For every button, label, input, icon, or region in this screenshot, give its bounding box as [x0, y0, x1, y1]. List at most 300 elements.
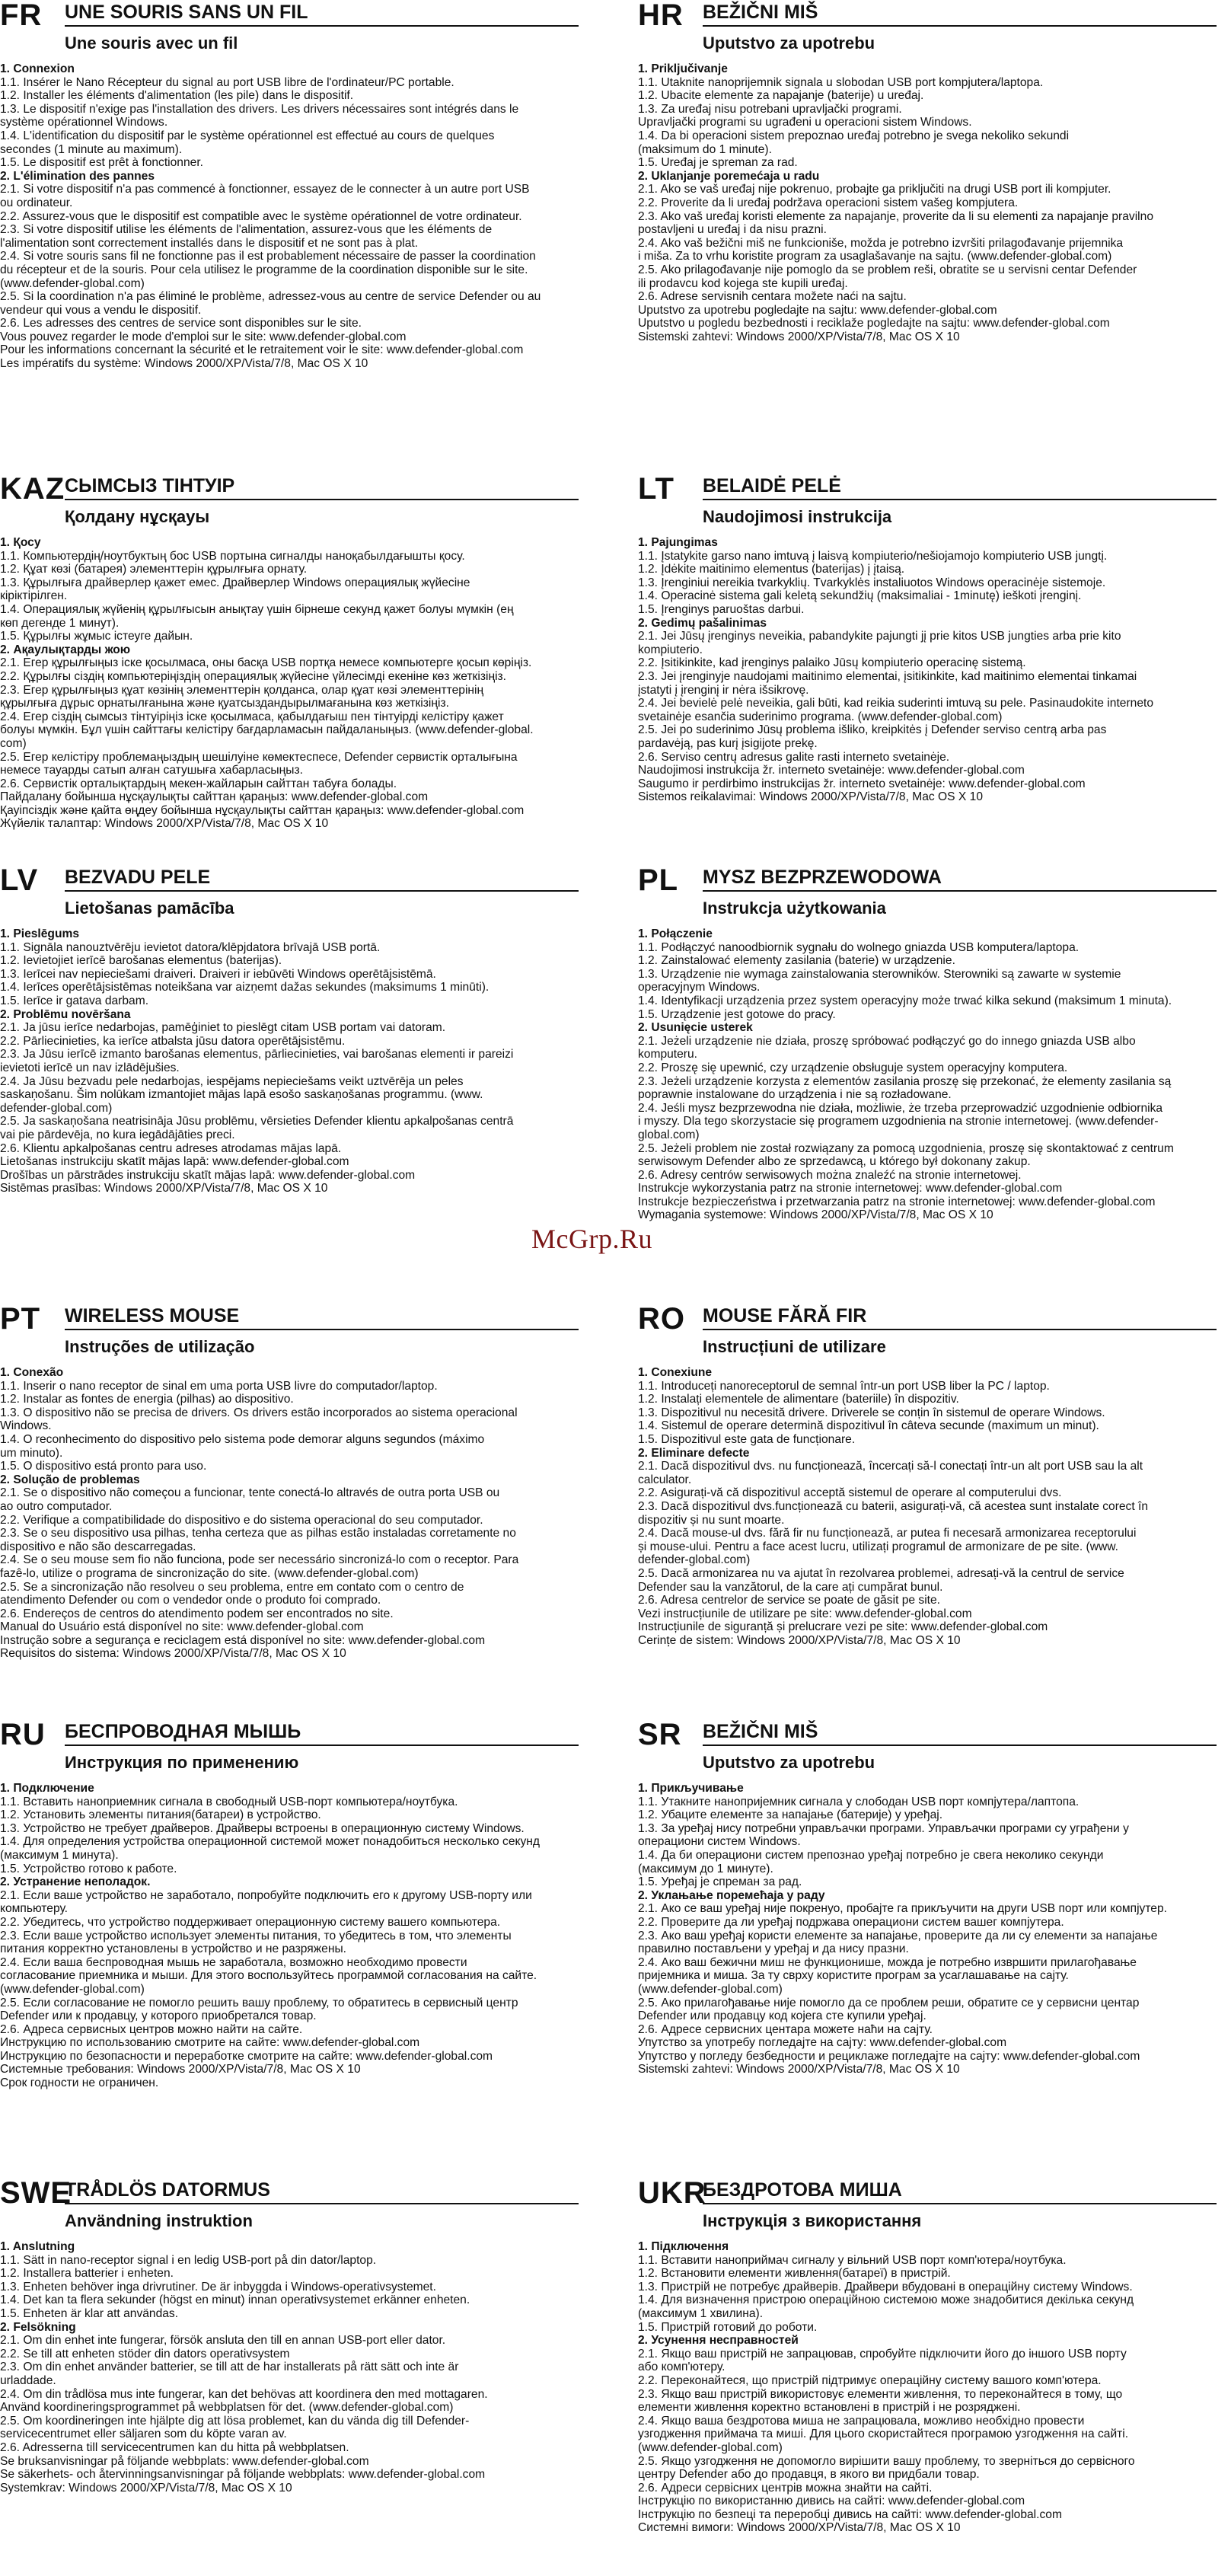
instruction-line: 1.3. Ierīcei nav nepieciešami draiveri. Draiveri ir iebūvēti Windows operētājsistēmā.: [0, 967, 436, 981]
title-underline: [65, 499, 579, 500]
instruction-line: құрылғыға дұрыс орнатылғанына және қуатсыздандырылмағанына көз жеткізіңіз.: [0, 697, 449, 710]
instruction-line: Wymagania systemowe: Windows 2000/XP/Vista/7/8, Mac OS X 10: [638, 1208, 993, 1222]
instruction-line: Defender sau la vanzătorul, de la care ați cumpărat bunul.: [638, 1580, 943, 1594]
instruction-line: 1.1. Įstatykite garso nano imtuvą į laisvą kompiuterio/nešiojamojo kompiuterio USB jungtį.: [638, 549, 1108, 563]
instruction-line: 1.5. Uređaj je spreman za rad.: [638, 156, 798, 170]
section-body: [0, 1782, 579, 2090]
instruction-line: 2.2. Проверите да ли уређај подржава операциони систем вашег компјутера.: [638, 1915, 1064, 1929]
instruction-line: 1.1. Компьютердің/ноутбуктың бос USB портына сигналды наноқабылдағышты қосу.: [0, 549, 465, 563]
instruction-line: Системные требования: Windows 2000/XP/Vista/7/8, Mac OS X 10: [0, 2063, 361, 2076]
instruction-line: i myszy. Dla tego skorzystacie się programem uzgodnienia na stronie internetowej. (www.defender-: [638, 1115, 1159, 1128]
instruction-line: 1.5. Уређај је спреман за рад.: [638, 1875, 802, 1889]
instruction-line: 1.3. Устройство не требует драйверов. Драйверы встроены в операционную систему Windows.: [0, 1821, 525, 1835]
section-body: [638, 927, 1217, 1222]
language-code: SWE: [0, 2176, 72, 2210]
instruction-line: Vezi instrucțiunile de utilizare pe site: www.defender-global.com: [638, 1607, 972, 1620]
instruction-line: 2.2. Убедитесь, что устройство поддерживает операционную систему вашего компьютера.: [0, 1915, 501, 1929]
section-body: [638, 1782, 1217, 2076]
section-title: BELAIDĖ PELĖ: [703, 475, 841, 496]
instruction-line: Pour les informations concernant la sécurité et le retraitement voir le site: www.defender-global.com: [0, 343, 524, 357]
instruction-line: vai pie pārdevēja, no kura iegādājāties preci.: [0, 1128, 235, 1141]
instruction-line: vendeur qui vous a vendu le dispositif.: [0, 303, 202, 317]
section-subtitle: Инструкция по применению: [65, 1753, 299, 1772]
section-heading: 1. Підключення: [638, 2240, 729, 2253]
section-heading: 2. Eliminare defecte: [638, 1446, 750, 1460]
instruction-line: 1.4. Sistemul de operare determină dispozitivul în câteva secunde (maximum un minut).: [638, 1419, 1099, 1433]
instruction-line: 1.4. Операциялық жүйенің құрылғысын анықтау үшін бірнеше секунд қажет болуы мүмкін (ең: [0, 602, 514, 616]
section-heading: 1. Conexão: [0, 1366, 64, 1379]
instruction-line: 1.4. Da bi operacioni sistem prepoznao uređaj potrebno je svega nekoliko sekundi: [638, 129, 1070, 142]
instruction-line: 2.4. Se o seu mouse sem fio não funciona, pode ser necessário sincronizá-lo com o receptor. Para: [0, 1553, 519, 1567]
instruction-line: 2.2. Asigurați-vă că dispozitivul acceptă sistemul de operare al computerului dvs.: [638, 1486, 1062, 1500]
watermark: McGrp.Ru: [531, 1224, 652, 1254]
instruction-line: 2.4. Si votre souris sans fil ne fonctionne pas il est probablement nécessaire de passer la coordination: [0, 250, 536, 263]
instruction-line: Жүйелік талаптар: Windows 2000/XP/Vista/7/8, Mac OS X 10: [0, 817, 329, 831]
instruction-line: 1.1. Вставити наноприймач сигналу у вільний USB порт комп'ютера/ноутбука.: [638, 2253, 1067, 2267]
section-subtitle: Інструкція з використання: [703, 2211, 922, 2230]
title-underline: [703, 890, 1217, 892]
instruction-line: согласование приемника и мыши. Для этого воспользуйтесь программой согласования на сайте.: [0, 1969, 537, 1983]
section-heading: 2. Problēmu novēršana: [0, 1007, 131, 1021]
section-body: [638, 1366, 1217, 1647]
instruction-line: Defender или продавцу код којега сте купили уређај.: [638, 2009, 926, 2023]
section-title: BEŽIČNI MIŠ: [703, 2, 818, 23]
instruction-line: 1.5. Құрылғы жұмыс істеуге дайын.: [0, 630, 193, 643]
instruction-line: (www.defender-global.com): [0, 276, 145, 290]
instruction-line: питания корректно установлены в устройство и не разряжены.: [0, 1942, 346, 1956]
instruction-line: 1.1. Вставить наноприемник сигнала в свободный USB-порт компьютера/ноутбука.: [0, 1795, 458, 1808]
section-subtitle: Une souris avec un fil: [65, 34, 238, 53]
section-heading: 1. Pajungimas: [638, 536, 718, 549]
instruction-line: 2.1. Se o dispositivo não começou a funcionar, tente conectá-lo altravés de outra porta USB ou: [0, 1486, 500, 1500]
instruction-line: 2.5. Ако прилагођавање није помогло да се проблем реши, обратите се у сервисни центар: [638, 1996, 1140, 2009]
instruction-line: 1.1. Signāla nanouztvērēju ievietot datora/klēpjdatora brīvajā USB portā.: [0, 940, 381, 954]
instruction-line: 2.2. Verifique a compatibilidade do dispositivo e do sistema operacional do seu computador.: [0, 1513, 483, 1527]
section-heading: 1. Połączenie: [638, 927, 713, 940]
instruction-line: (www.defender-global.com): [638, 1982, 783, 1996]
instruction-line: 1.4. Det kan ta flera sekunder (högst en minut) innan operativsystemet erkänner enheten.: [0, 2294, 470, 2307]
instruction-line: 1.2. Убаците елементе за напајање (батерије) у уређај.: [638, 1808, 943, 1822]
instruction-line: dispositivo e não são descarregadas.: [0, 1540, 196, 1553]
instruction-line: Қауіпсіздік және қайта өңдеу бойынша нұсқаулықты сайттан қараңыз: www.defender-global.com: [0, 803, 525, 817]
language-code: LT: [638, 472, 674, 506]
section-header: [638, 865, 1217, 897]
instruction-line: 1.1. Inserir o nano receptor de sinal em uma porta USB livre do computador/laptop.: [0, 1379, 438, 1393]
instruction-line: Instrukcje wykorzystania patrz na stronie internetowej: www.defender-global.com: [638, 1182, 1063, 1195]
instruction-line: secondes (1 minute au maximum).: [0, 142, 183, 156]
instruction-line: Systemkrav: Windows 2000/XP/Vista/7/8, Mac OS X 10: [0, 2481, 292, 2495]
instruction-line: 2.3. Ja Jūsu ierīcē izmanto barošanas elementus, pārliecinieties, vai barošanas elementi ir pareizi: [0, 1048, 514, 1061]
section-subtitle: Instrucțiuni de utilizare: [703, 1337, 886, 1356]
instruction-line: 1.5. Ierīce ir gatava darbam.: [0, 994, 149, 1007]
instruction-line: Uputstvo u pogledu bezbednosti i reciklaže pogledajte na sajtu: www.defender-global.com: [638, 317, 1110, 330]
section-heading: 2. Uklanjanje poremećaja u radu: [638, 169, 820, 183]
instruction-line: 2.2. Proszę się upewnić, czy urządzenie obsługuje system operacyjny komputera.: [638, 1061, 1068, 1074]
section-heading: 1. Pieslēgums: [0, 927, 80, 940]
section-body: [0, 62, 579, 371]
instruction-line: 2.3. Dacă dispozitivul dvs.funcționează cu baterii, asigurați-vă, că acestea sunt instalate corect în: [638, 1499, 1149, 1513]
instruction-line: și mouse-ului. Pentru a face acest lucru, utilizați programul de armonizare de pe site. (www.: [638, 1540, 1118, 1553]
instruction-line: 2.1. Ako se vaš uređaj nije pokrenuo, probajte ga priključiti na drugi USB port ili kompjuter.: [638, 183, 1111, 196]
instruction-line: 2.6. Adresy centrów serwisowych można znaleźć na stronie internetowej.: [638, 1168, 1022, 1182]
instruction-line: 2.4. Егер сіздің сымсыз тінтуіріңіз іске қосылмаса, қабылдағыш пен тінтуірді келістіру қажет: [0, 710, 504, 723]
section-pl: [638, 865, 1217, 1222]
section-header: [638, 1719, 1217, 1751]
section-heading: 1. Подключение: [0, 1782, 94, 1795]
instruction-line: 1.4. Да би операциони систем препознао уређај потребно је свега неколико секунди: [638, 1848, 1104, 1862]
instruction-line: Системні вимоги: Windows 2000/XP/Vista/7/8, Mac OS X 10: [638, 2521, 961, 2535]
section-heading: 2. Усунення несправностей: [638, 2334, 799, 2348]
language-code: RO: [638, 1302, 685, 1336]
instruction-line: 2.3. Om din enhet använder batterier, se till att de har installerats på rätt sätt och inte är: [0, 2361, 459, 2374]
instruction-line: 1.2. Установить элементы питания(батареи) в устройство.: [0, 1808, 321, 1822]
instruction-line: saskaņošanu. Šim nolūkam izmantojiet mājas lapā esošo saskaņošanas programmu. (www.: [0, 1088, 483, 1102]
instruction-line: Uputstvo za upotrebu pogledajte na sajtu: www.defender-global.com: [638, 303, 997, 317]
instruction-line: fazê-lo, utilize o programa de sincronização do site. (www.defender-global.com): [0, 1566, 419, 1580]
section-hr: [638, 0, 1217, 343]
instruction-line: servicecentrumet eller säljaren som du köpte varan av.: [0, 2428, 287, 2441]
instruction-line: calculator.: [638, 1473, 692, 1486]
instruction-line: кіріктірілген.: [0, 589, 68, 603]
section-ru: [0, 1719, 579, 2090]
instruction-line: Sistemos reikalavimai: Windows 2000/XP/Vista/7/8, Mac OS X 10: [638, 790, 983, 804]
instruction-line: Инструкцию по безопасности и переработке смотрите на сайте: www.defender-global.com: [0, 2049, 493, 2063]
instruction-line: 2.6. Адресе сервисних центара можете наћи на сајту.: [638, 2022, 933, 2036]
instruction-line: Vous pouvez regarder le mode d'emploi sur le site: www.defender-global.com: [0, 330, 407, 343]
section-heading: 1. Anslutning: [0, 2240, 75, 2253]
instruction-line: правилно постављени у уређај и да нису празни.: [638, 1942, 909, 1956]
instruction-line: 2.4. Jeśli mysz bezprzewodna nie działa, możliwie, że trzeba przeprowadzić uzgodnienie odbiornika: [638, 1101, 1163, 1115]
instruction-line: 2.6. Адреса сервисных центров можно найти на сайте.: [0, 2022, 303, 2036]
instruction-line: Упутство за употребу погледајте на сајту: www.defender-global.com: [638, 2036, 1007, 2050]
section-heading: 1. Priključivanje: [638, 62, 728, 75]
section-swe: [0, 2178, 579, 2495]
section-header: [0, 2178, 579, 2210]
instruction-line: компьютеру.: [0, 1902, 69, 1916]
language-code: HR: [638, 0, 684, 32]
section-subtitle: Lietošanas pamācība: [65, 899, 234, 918]
section-heading: 2. Уклањање поремећаја у раду: [638, 1888, 825, 1902]
instruction-line: 2.3. Jei įrenginyje naudojami maitinimo elementai, įsitikinkite, kad maitinimo elementai tinkamai: [638, 669, 1137, 683]
section-title: UNE SOURIS SANS UN FIL: [65, 2, 308, 23]
instruction-line: 2.3. Егер құрылғыңыз құат көзінің элементтерін қолданса, олар құат көзі элементтерінің: [0, 683, 484, 697]
instruction-line: 1.3. Пристрій не потребує драйверів. Драйвери вбудовані в операційну систему Windows.: [638, 2280, 1133, 2294]
instruction-line: 2.1. Якщо ваш пристрій не запрацював, спробуйте підключити його до іншого USB порту: [638, 2347, 1127, 2361]
instruction-line: 2.1. Jei Jūsų įrenginys neveikia, pabandykite pajungti jį prie kitos USB jungties arba prie kito: [638, 630, 1121, 643]
instruction-line: 1.2. Įdėkite maitinimo elementus (baterijas) į įtaisą.: [638, 563, 905, 576]
instruction-line: 1.2. Ubacite elemente za napajanje (baterije) u uređaj.: [638, 89, 924, 103]
section-subtitle: Användning instruktion: [65, 2211, 253, 2230]
language-code: PL: [638, 863, 679, 897]
instruction-line: 2.3. Ako vaš uređaj koristi elemente za napajanje, proverite da li su elementi za napajanje pravilno: [638, 209, 1153, 223]
instruction-line: 2.2. Proverite da li uređaj podržava operacioni sistem vašeg kompjutera.: [638, 196, 1019, 209]
section-title: BEZVADU PELE: [65, 867, 211, 888]
instruction-line: Manual do Usuário está disponível no site: www.defender-global.com: [0, 1620, 364, 1634]
instruction-line: 2.5. Om koordineringen inte hjälpte dig att lösa problemet, kan du vända dig till Defender-: [0, 2414, 470, 2428]
instruction-line: 2.6. Сервистік орталықтардың мекен-жайларын сайттан табуға болады.: [0, 777, 397, 790]
instruction-line: 2.1. Dacă dispozitivul dvs. nu funcționează, încercați să-l conectați într-un alt port USB sau la alt: [638, 1460, 1143, 1473]
section-body: [0, 1366, 579, 1661]
section-body: [0, 927, 579, 1195]
instruction-line: Windows.: [0, 1419, 52, 1433]
language-code: UKR: [638, 2176, 706, 2210]
instruction-line: 1.2. Installer les éléments d'alimentation (les pile) dans le dispositif.: [0, 89, 354, 103]
section-subtitle: Uputstvo za upotrebu: [703, 34, 875, 53]
instruction-line: Se säkerhets- och återvinningsanvisningar på följande webbplats: www.defender-global.com: [0, 2468, 486, 2482]
instruction-line: 2.2. Se till att enheten stöder din dators operativsystem: [0, 2347, 290, 2361]
instruction-line: 1.2. Instalar as fontes de energia (pilhas) ao dispositivo.: [0, 1393, 294, 1406]
title-underline: [65, 25, 579, 27]
instruction-line: global.com): [638, 1128, 700, 1141]
instruction-line: 1.1. Утакните нанопријемник сигнала у слободан USB порт компјутера/лаптопа.: [638, 1795, 1080, 1808]
instruction-line: 2.5. Ako prilagođavanje nije pomoglo da se problem reši, obratite se u servisni centar Defender: [638, 263, 1137, 276]
instruction-line: узгодження приймача та миші. Для цього скористайтеся програмою узгодження на сайті.: [638, 2428, 1129, 2441]
instruction-line: 2.3. Ако ваш уређај користи елементе за напајање, проверите да ли су елементи за напајање: [638, 1929, 1158, 1942]
instruction-line: i miša. Za to vrhu koristite program za usaglašavanje na sajtu. (www.defender-global.com): [638, 250, 1112, 263]
instruction-line: 1.4. Identyfikacji urządzenia przez system operacyjny może trwać kilka sekund (maksimum 1 minuta).: [638, 994, 1172, 1007]
section-heading: 2. Usunięcie usterek: [638, 1021, 753, 1035]
instruction-line: 1.3. Құрылғыға драйверлер қажет емес. Драйверлер Windows операциялық жүйесіне: [0, 576, 470, 589]
instruction-line: 1.1. Podłączyć nanoodbiornik sygnału do wolnego gniazda USB komputera/laptopa.: [638, 940, 1080, 954]
instruction-line: 1.5. Пристрій готовий до роботи.: [638, 2320, 818, 2334]
instruction-line: 2.6. Adresa centrelor de service se poate de găsit pe site.: [638, 1594, 941, 1607]
section-header: [0, 1719, 579, 1751]
instruction-line: pardavėją, pas kurį įsigijote prekę.: [638, 736, 818, 750]
instruction-line: 2.4. Ja Jūsu bezvadu pele nedarbojas, iespējams nepieciešams veikt uztvērēja un peles: [0, 1074, 464, 1088]
section-heading: 2. Gedimų pašalinimas: [638, 616, 767, 630]
instruction-line: 1.5. Устройство готово к работе.: [0, 1862, 177, 1875]
instruction-line: 2.6. Les adresses des centres de service sont disponibles sur le site.: [0, 317, 362, 330]
section-header: [638, 474, 1217, 506]
section-ro: [638, 1304, 1217, 1647]
instruction-line: 1.3. Enheten behöver inga drivrutiner. De är inbyggda i Windows-operativsystemet.: [0, 2280, 436, 2294]
section-pt: [0, 1304, 579, 1661]
section-sr: [638, 1719, 1217, 2076]
instruction-line: 2.4. Ако ваш бежични миш не функционише, можда је потребно извршити прилагођавање: [638, 1955, 1137, 1969]
title-underline: [703, 1744, 1217, 1746]
instruction-line: Пайдалану бойынша нұсқаулықты сайттан қараңыз: www.defender-global.com: [0, 790, 429, 804]
instruction-line: 1.3. Dispozitivul nu necesită drivere. Driverele se conțin în sistemul de operare Windows.: [638, 1406, 1105, 1419]
section-header: [0, 474, 579, 506]
title-underline: [703, 1329, 1217, 1330]
instruction-line: 1.3. Za uređaj nisu potrebani upravljački programi.: [638, 102, 902, 116]
section-header: [638, 2178, 1217, 2210]
instruction-line: Sistēmas prasības: Windows 2000/XP/Vista/7/8, Mac OS X 10: [0, 1182, 328, 1195]
instruction-line: defender-global.com): [0, 1101, 113, 1115]
instruction-line: 2.3. Якщо ваш пристрій використовує елементи живлення, то переконайтеся в тому, що: [638, 2387, 1123, 2401]
instruction-line: 2.6. Адреси сервісних центрів можна знайти на сайті.: [638, 2481, 933, 2495]
section-title: TRÅDLÖS DATORMUS: [65, 2179, 270, 2201]
instruction-line: 1.2. Instalați elementele de alimentare (bateriile) în dispozitiv.: [638, 1393, 959, 1406]
instruction-line: 1.5. Dispozitivul este gata de funcționare.: [638, 1432, 856, 1446]
instruction-line: 2.4. Jei bevielė pelė neveikia, gali būti, kad reikia suderinti imtuvą su pele. Pasinaudokite interneto: [638, 697, 1153, 710]
instruction-line: 2.1. Si votre dispositif n'a pas commencé à fonctionner, essayez de le connecter à un autre port USB: [0, 183, 530, 196]
instruction-line: 1.2. Встановити елементи живлення(батареї) в пристрій.: [638, 2267, 951, 2281]
instruction-line: postavljeni u uređaj i da nisu prazni.: [638, 223, 827, 237]
instruction-line: 1.4. L'identification du dispositif par le système opérationnel est effectué au cours de quelques: [0, 129, 495, 142]
section-body: [638, 62, 1217, 343]
instruction-line: 1.4. Для определения устройства операционной системой может понадобиться несколько секунд: [0, 1835, 540, 1849]
section-title: БЕЗДРОТОВА МИША: [703, 2179, 902, 2201]
instruction-line: 1.3. O dispositivo não se precisa de drivers. Os drivers estão incorporados ao sistema operacional: [0, 1406, 518, 1419]
instruction-line: 1.2. Installera batterier i enheten.: [0, 2267, 174, 2281]
instruction-line: ou ordinateur.: [0, 196, 73, 209]
section-header: [638, 1304, 1217, 1336]
section-subtitle: Instruções de utilização: [65, 1337, 255, 1356]
section-heading: 1. Прикључивање: [638, 1782, 744, 1795]
instruction-line: 2.4. Якщо ваша бездротова миша не запрацювала, можливо необхідно провести: [638, 2414, 1085, 2428]
instruction-line: 2.6. Adrese servisnih centara možete naći na sajtu.: [638, 290, 907, 304]
instruction-line: 2.1. Ако се ваш уређај није покренуо, пробајте га прикључити на други USB порт или компјутер.: [638, 1902, 1167, 1916]
instruction-line: defender-global.com): [638, 1553, 751, 1567]
instruction-line: 1.5. O dispositivo está pronto para uso.: [0, 1460, 207, 1473]
language-code: PT: [0, 1302, 41, 1336]
instruction-line: 1.3. За уређај нису потребни управљачки програми. Управљачки програми су уграђени у: [638, 1821, 1129, 1835]
title-underline: [65, 2203, 579, 2204]
section-subtitle: Uputstvo za upotrebu: [703, 1753, 875, 1772]
title-underline: [703, 2203, 1217, 2204]
instruction-line: 2.4. Ako vaš bežični miš ne funkcioniše, možda je potrebno izvršiti prilagođavanje prijemnika: [638, 236, 1124, 250]
instruction-line: Инструкцию по использованию смотрите на сайте: www.defender-global.com: [0, 2036, 420, 2050]
language-code: LV: [0, 863, 39, 897]
instruction-line: 2.2. Құрылғы сіздің компьютеріңіздің операциялық жүйесіне үйлесімді екеніне көз жеткізіңіз.: [0, 669, 507, 683]
instruction-line: svetainėje esančia suderinimo programa. (www.defender-global.com): [638, 710, 1003, 723]
instruction-line: Saugumo ir perdirbimo instrukcijas žr. interneto svetainėje: www.defender-global.com: [638, 777, 1086, 790]
instruction-line: 2.4. Если ваша беспроводная мышь не заработала, возможно необходимо провести: [0, 1955, 467, 1969]
instruction-line: 1.4. Ierīces operētājsistēmas noteikšana var aizņemt dažas sekundes (maksimums 1 minūti).: [0, 981, 490, 994]
instruction-line: 1.3. Le dispositif n'exige pas l'installation des drivers. Les drivers nécessaires sont intégrés dans le: [0, 102, 519, 116]
instruction-line: atendimento Defender ou com o vendedor onde o produto foi comprado.: [0, 1594, 381, 1607]
instruction-line: 1.2. Zainstalować elementy zasilania (baterie) w urządzenie.: [638, 954, 955, 968]
instruction-line: 1.1. Insérer le Nano Récepteur du signal au port USB libre de l'ordinateur/PC portable.: [0, 75, 454, 89]
instruction-line: немесе тауарды сатып алған сатушыға хабарласыңыз.: [0, 764, 303, 777]
instruction-line: 1.1. Utaknite nanoprijemnik signala u slobodan USB port kompjutera/laptopa.: [638, 75, 1044, 89]
language-code: SR: [638, 1718, 682, 1751]
instruction-line: operacyjnym Windows.: [638, 981, 761, 994]
instruction-line: (www.defender-global.com): [638, 2440, 783, 2454]
instruction-line: Requisitos do sistema: Windows 2000/XP/Vista/7/8, Mac OS X 10: [0, 1647, 346, 1661]
section-heading: 1. Conexiune: [638, 1366, 713, 1379]
instruction-line: 2.4. Om din trådlösa mus inte fungerar, kan det behövas att koordinera den med mottagaren.: [0, 2387, 488, 2401]
instruction-line: 1.4. Для визначення пристрою операційною системою може знадобитися декілька секунд: [638, 2294, 1134, 2307]
instruction-line: (максимум 1 минута).: [0, 1848, 119, 1862]
section-subtitle: Naudojimosi instrukcija: [703, 507, 892, 526]
instruction-line: Instrukcje bezpieczeństwa i przetwarzania patrz na stronie internetowej: www.defender-global.com: [638, 1195, 1156, 1208]
instruction-line: komputeru.: [638, 1048, 698, 1061]
instruction-line: Lietošanas instrukciju skatīt mājas lapā: www.defender-global.com: [0, 1155, 349, 1169]
section-lt: [638, 474, 1217, 804]
section-header: [0, 0, 579, 32]
title-underline: [703, 25, 1217, 27]
section-body: [638, 536, 1217, 804]
instruction-line: 2.5. Si la coordination n'a pas éliminé le problème, adressez-vous au centre de service Defender ou au: [0, 290, 541, 304]
instruction-line: Använd koordineringsprogrammet på webbplatsen för det. (www.defender-global.com): [0, 2401, 454, 2415]
instruction-line: 2.5. Jei po suderinimo Jūsų problema išliko, kreipkitės į Defender serviso centrą arba pas: [638, 723, 1107, 737]
instruction-line: 1.1. Sätt in nano-receptor signal i en ledig USB-port på din dator/laptop.: [0, 2253, 377, 2267]
instruction-line: l'alimentation sont correctement installés dans le dispositif et ne sont pas à plat.: [0, 236, 419, 250]
section-heading: 1. Қосу: [0, 536, 41, 549]
instruction-line: 2.1. Егер құрылғыңыз іске қосылмаса, оны басқа USB портқа немесе компьютерге қосып көріңіз.: [0, 656, 532, 670]
instruction-line: болуы мүмкін. Бұл үшін сайттағы келістіру бағдарламасын пайдаланыңыз. (www.defender-global.: [0, 723, 534, 737]
instruction-line: serwisowym Defender albo ze sprzedawcą, u którego był dokonany zakup.: [638, 1155, 1031, 1169]
instruction-line: 2.6. Klientu apkalpošanas centru adreses atrodamas mājas lapā.: [0, 1141, 342, 1155]
instruction-line: 2.2. Переконайтеся, що пристрій підтримує операційну систему вашого комп'ютера.: [638, 2373, 1102, 2387]
instruction-line: dispozitiv și nu sunt moarte.: [638, 1513, 785, 1527]
instruction-line: 1.5. Įrenginys paruoštas darbui.: [638, 602, 805, 616]
instruction-line: Naudojimosi instrukcija žr. interneto svetainėje: www.defender-global.com: [638, 764, 1025, 777]
section-header: [0, 865, 579, 897]
instruction-line: Sistemski zahtevi: Windows 2000/XP/Vista/7/8, Mac OS X 10: [638, 2063, 960, 2076]
instruction-line: 2.2. Pārliecinieties, ka ierīce atbalsta jūsu datora operētājsistēmu.: [0, 1034, 346, 1048]
instruction-line: центру Defender або до продавця, в якого ви придбали товар.: [638, 2468, 980, 2482]
section-title: MYSZ BEZPRZEWODOWA: [703, 867, 942, 888]
section-heading: 2. Ақаулықтарды жою: [0, 643, 131, 656]
title-underline: [65, 1744, 579, 1746]
instruction-line: (максимум 1 хвилина).: [638, 2306, 764, 2320]
instruction-line: Les impératifs du système: Windows 2000/XP/Vista/7/8, Mac OS X 10: [0, 357, 368, 371]
instruction-line: 2.5. Егер келістіру проблемаңыздың шешілуіне көмектеспесе, Defender сервистік орталығына: [0, 750, 518, 764]
instruction-line: ili prodavcu kod kojega ste kupili uređaj.: [638, 276, 848, 290]
instruction-line: 2.3. Si votre dispositif utilise les éléments de l'alimentation, assurez-vous que les éléments de: [0, 223, 493, 237]
instruction-line: (www.defender-global.com): [0, 1982, 145, 1996]
instruction-line: пријемника и миша. За ту сврху користите програм за усаглашавање на сајту.: [638, 1969, 1069, 1983]
instruction-line: Упутство у погледу безбедности и рециклаже погледајте на сајту: www.defender-global.com: [638, 2049, 1140, 2063]
title-underline: [65, 890, 579, 892]
instruction-line: ievietoti ierīcē un nav izlādējušies.: [0, 1061, 180, 1074]
instruction-line: du récepteur et de la souris. Pour cela utilisez le programme de la coordination disponible sur le site.: [0, 263, 528, 276]
language-code: RU: [0, 1718, 46, 1751]
instruction-line: 2.1. Если ваше устройство не заработало, попробуйте подключить его к другому USB-порту или: [0, 1888, 532, 1902]
title-underline: [65, 1329, 579, 1330]
section-heading: 1. Connexion: [0, 62, 75, 75]
instruction-line: système opérationnel Windows.: [0, 116, 168, 129]
instruction-line: įstatyti į įrenginį ir nėra išsikrovę.: [638, 683, 809, 697]
instruction-line: Upravljački programi su ugrađeni u operacioni sistem Windows.: [638, 116, 972, 129]
instruction-line: 2.3. Se o seu dispositivo usa pilhas, tenha certeza que as pilhas estão instaladas corretamente no: [0, 1527, 516, 1540]
section-title: СЫМСЫЗ ТІНТУІР: [65, 475, 235, 496]
section-lv: [0, 865, 579, 1195]
language-code: FR: [0, 0, 43, 32]
instruction-line: Defender или к продавцу, у которого приобретался товар.: [0, 2009, 317, 2023]
instruction-line: 2.2. Įsitikinkite, kad įrenginys palaiko Jūsų kompiuterio operacinę sistemą.: [638, 656, 1026, 670]
section-body: [0, 2240, 579, 2495]
section-title: WIRELESS MOUSE: [65, 1305, 240, 1326]
section-heading: 2. Устранение неполадок.: [0, 1875, 151, 1889]
instruction-line: Instrução sobre a segurança e reciclagem está disponível no site: www.defender-global.com: [0, 1633, 486, 1647]
instruction-line: 2.6. Endereços de centros do atendimento podem ser encontrados no site.: [0, 1607, 394, 1620]
instruction-line: Cerințe de sistem: Windows 2000/XP/Vista/7/8, Mac OS X 10: [638, 1633, 961, 1647]
instruction-line: 2.5. Dacă armonizarea nu va ajutat în rezolvarea problemei, adresați-vă la centrul de service: [638, 1566, 1124, 1580]
section-heading: 2. L'élimination des pannes: [0, 169, 155, 183]
instruction-line: Instrucțiunile de siguranță și prelucrare vezi pe site: www.defender-global.com: [638, 1620, 1048, 1634]
instruction-line: 2.3. Если ваше устройство использует элементы питания, то убедитесь в том, что элементы: [0, 1929, 512, 1942]
instruction-line: poprawnie instalowane do urządzenia i nie są rozładowane.: [638, 1088, 952, 1102]
instruction-line: Se bruksanvisningar på följande webbplats: www.defender-global.com: [0, 2454, 369, 2468]
section-subtitle: Қолдану нұсқауы: [65, 507, 210, 526]
instruction-line: com): [0, 736, 27, 750]
instruction-line: urladdade.: [0, 2373, 56, 2387]
instruction-line: 2.5. Если согласование не помогло решить вашу проблему, то обратитесь в сервисный центр: [0, 1996, 518, 2009]
instruction-line: 1.5. Le dispositif est prêt à fonctionner.: [0, 156, 203, 170]
section-header: [0, 1304, 579, 1336]
section-body: [638, 2240, 1217, 2535]
instruction-line: көп дегенде 1 минут).: [0, 616, 120, 630]
section-kaz: [0, 474, 579, 831]
instruction-line: операциони систем Windows.: [638, 1835, 801, 1849]
instruction-line: 2.1. Om din enhet inte fungerar, försök ansluta den till en annan USB-port eller dator.: [0, 2334, 446, 2348]
section-title: MOUSE FĂRĂ FIR: [703, 1305, 867, 1326]
instruction-line: 2.2. Assurez-vous que le dispositif est compatible avec le système opérationnel de votre ordinateur.: [0, 209, 522, 223]
